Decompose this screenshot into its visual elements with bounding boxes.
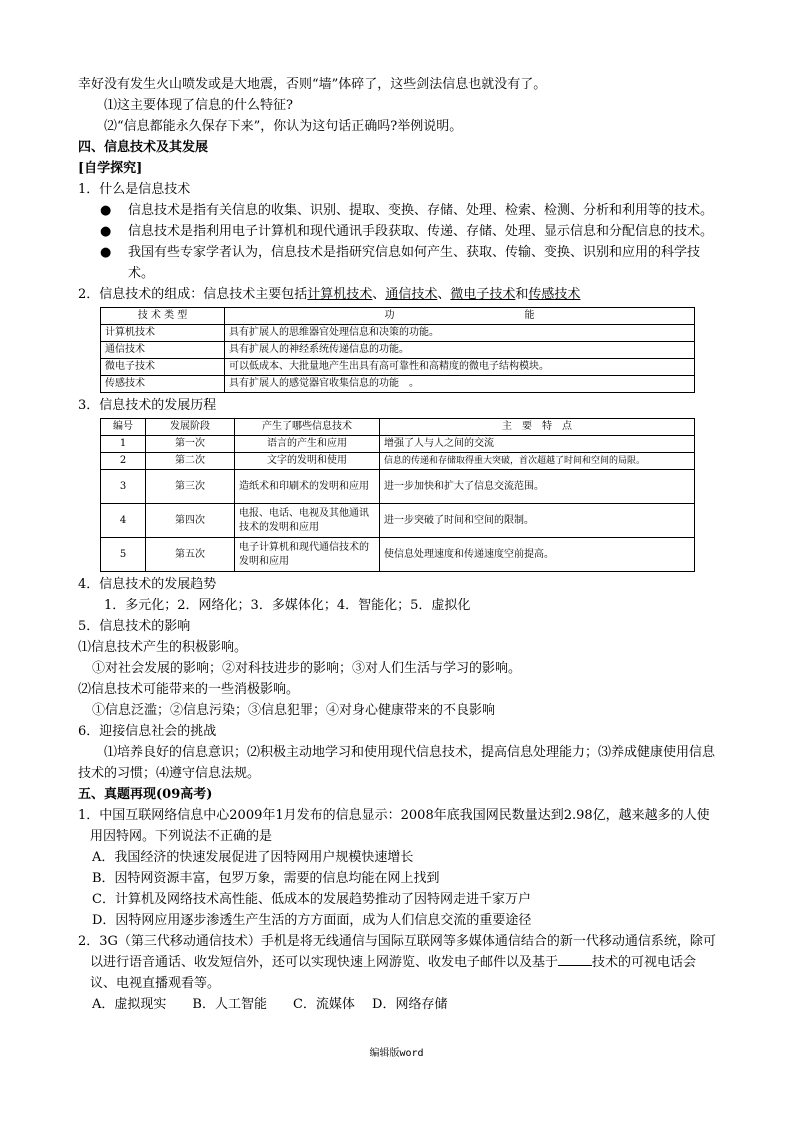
item-5-positive: ⑴信息技术产生的积极影响。 xyxy=(78,640,248,655)
question-1-option-c: C．计算机及网络技术高性能、低成本的发展趋势推动了因特网走进千家万户 xyxy=(92,892,531,907)
item-5-negative: ⑵信息技术可能带来的一些消极影响。 xyxy=(78,682,300,697)
question-2 xyxy=(78,931,718,994)
bullet-icon: ● xyxy=(100,245,112,260)
item-5-heading: 5．信息技术的影响 xyxy=(78,619,191,634)
table-cell: 电子计算机和现代通信技术的发明和应用 xyxy=(235,538,380,572)
tech-computer: 计算机技术 xyxy=(307,287,373,302)
item-6-detail: ⑴培养良好的信息意识；⑵积极主动地学习和使用现代信息技术，提高信息处理能力；⑶养成健康使用信息技术的习惯；⑷遵守信息法规。 xyxy=(78,745,716,781)
item-3-heading: 3．信息技术的发展历程 xyxy=(78,398,217,413)
item-4-detail: 1．多元化；2．网络化；3．多媒体化；4．智能化；5．虚拟化 xyxy=(104,598,471,613)
bullet-item xyxy=(78,242,718,284)
table-cell: 语言的产生和应用 xyxy=(235,436,380,453)
bullet-text: 信息技术是指有关信息的收集、识别、提取、变换、存储、处理、检索、检测、分析和利用等的技术。 xyxy=(128,203,714,218)
question-2-text: 2．3G（第三代移动通信技术）手机是将无线通信与国际互联网等多媒体通信结合的新一代移动通信系统，除可以进行语音通话、收发短信外，还可以实现快速上网游览、收发电子邮件以及基于 xyxy=(78,934,716,970)
table-cell: 信息的传递和存储取得重大突破，首次超越了时间和空间的局限。 xyxy=(380,453,695,470)
page-footer: 编辑版word xyxy=(369,1048,424,1059)
table-cell: 具有扩展人的感觉器官收集信息的功能 。 xyxy=(225,376,695,393)
table-row xyxy=(101,538,695,572)
bullet-text: 我国有些专家学者认为，信息技术是指研究信息如何产生、获取、传输、变换、识别和应用的科学技术。 xyxy=(128,245,701,281)
table-row xyxy=(101,453,695,470)
table-header: 产生了哪些信息技术 xyxy=(235,419,380,436)
item-2-prefix: 2．信息技术的组成：信息技术主要包括 xyxy=(78,287,308,302)
bullet-text: 信息技术是指利用电子计算机和现代通讯手段获取、传递、存储、处理、显示信息和分配信息的技术。 xyxy=(128,224,714,239)
table-header: 发展阶段 xyxy=(146,419,235,436)
table-header-row xyxy=(101,419,695,436)
table-header: 技 术 类 型 xyxy=(101,308,225,325)
table-header: 功 能 xyxy=(225,308,695,325)
table-cell: 增强了人与人之间的交流 xyxy=(380,436,695,453)
table-cell: 具有扩展人的思维器官处理信息和决策的功能。 xyxy=(225,325,695,342)
table-row xyxy=(101,376,695,393)
table-row xyxy=(101,470,695,504)
intro-question-1: ⑴这主要体现了信息的什么特征? xyxy=(104,98,293,113)
tech-communication: 通信技术 xyxy=(385,287,438,302)
separator: 和 xyxy=(515,287,529,302)
intro-question-2: ⑵“信息都能永久保存下来”，你认为这句话正确吗?举例说明。 xyxy=(104,119,463,134)
item-6-heading: 6．迎接信息社会的挑战 xyxy=(78,724,217,739)
question-1-option-b: B．因特网资源丰富，包罗万象，需要的信息均能在网上找到 xyxy=(92,871,440,886)
table-row xyxy=(101,436,695,453)
table-row xyxy=(101,342,695,359)
question-2-text-end: 技术的可视电话会议、电视直播观看等。 xyxy=(90,955,697,991)
table-cell: 第三次 xyxy=(146,470,235,504)
item-5-negative-detail: ①信息泛滥；②信息污染；③信息犯罪；④对身心健康带来的不良影响 xyxy=(92,703,496,718)
table-cell: 3 xyxy=(101,470,146,504)
table-header: 编号 xyxy=(101,419,146,436)
tech-types-table xyxy=(100,307,695,393)
answer-blank xyxy=(558,953,592,966)
tech-microelectronics: 微电子技术 xyxy=(450,287,516,302)
item-5-positive-detail: ①对社会发展的影响；②对科技进步的影响；③对人们生活与学习的影响。 xyxy=(92,661,522,676)
item-4-heading: 4．信息技术的发展趋势 xyxy=(78,577,217,592)
table-cell: 微电子技术 xyxy=(101,359,225,376)
table-cell: 第二次 xyxy=(146,453,235,470)
table-cell: 造纸术和印刷术的发明和应用 xyxy=(235,470,380,504)
question-1: 1．中国互联网络信息中心2009年1月发布的信息显示：2008年底我国网民数量达到2.98亿，越来越多的人使用因特网。下列说法不正确的是 xyxy=(78,808,710,844)
document-body xyxy=(78,74,718,1015)
intro-line: 幸好没有发生火山喷发或是大地震，否则“墙”体碎了，这些剑法信息也就没有了。 xyxy=(78,77,547,92)
tech-sensing: 传感技术 xyxy=(528,287,581,302)
table-cell: 传感技术 xyxy=(101,376,225,393)
table-cell: 2 xyxy=(101,453,146,470)
bullet-item xyxy=(78,221,718,242)
item-1-heading: 1．什么是信息技术 xyxy=(78,182,191,197)
table-cell: 1 xyxy=(101,436,146,453)
table-row xyxy=(101,325,695,342)
self-study-tag: [自学探究] xyxy=(78,161,143,176)
table-header-row xyxy=(101,308,695,325)
table-cell: 使信息处理速度和传递速度空前提高。 xyxy=(380,538,695,572)
table-cell: 第一次 xyxy=(146,436,235,453)
table-cell: 第四次 xyxy=(146,504,235,538)
separator: 、 xyxy=(437,287,451,302)
section-4-title: 四、信息技术及其发展 xyxy=(78,140,209,155)
table-header: 主 要 特 点 xyxy=(380,419,695,436)
table-row xyxy=(101,504,695,538)
question-1-option-d: D．因特网应用逐步渗透生产生活的方方面面，成为人们信息交流的重要途径 xyxy=(92,913,532,928)
table-cell: 计算机技术 xyxy=(101,325,225,342)
table-cell: 通信技术 xyxy=(101,342,225,359)
table-cell: 进一步突破了时间和空间的限制。 xyxy=(380,504,695,538)
separator: 、 xyxy=(372,287,386,302)
table-cell: 可以低成本、大批量地产生出具有高可靠性和高精度的微电子结构模块。 xyxy=(225,359,695,376)
item-2-heading xyxy=(78,284,718,305)
table-cell: 进一步加快和扩大了信息交流范围。 xyxy=(380,470,695,504)
table-row xyxy=(101,359,695,376)
question-2-options: A．虚拟现实 B．人工智能 C．流媒体 D．网络存储 xyxy=(92,997,448,1012)
table-cell: 5 xyxy=(101,538,146,572)
table-cell: 4 xyxy=(101,504,146,538)
table-cell: 电报、电话、电视及其他通讯技术的发明和应用 xyxy=(235,504,380,538)
bullet-icon: ● xyxy=(100,203,112,218)
bullet-icon: ● xyxy=(100,224,112,239)
table-cell: 文字的发明和使用 xyxy=(235,453,380,470)
table-cell: 第五次 xyxy=(146,538,235,572)
section-5-title: 五、真题再现(09高考) xyxy=(78,787,213,802)
table-cell: 具有扩展人的神经系统传递信息的功能。 xyxy=(225,342,695,359)
history-table xyxy=(100,418,695,572)
bullet-item xyxy=(78,200,718,221)
question-1-option-a: A．我国经济的快速发展促进了因特网用户规模快速增长 xyxy=(92,850,414,865)
